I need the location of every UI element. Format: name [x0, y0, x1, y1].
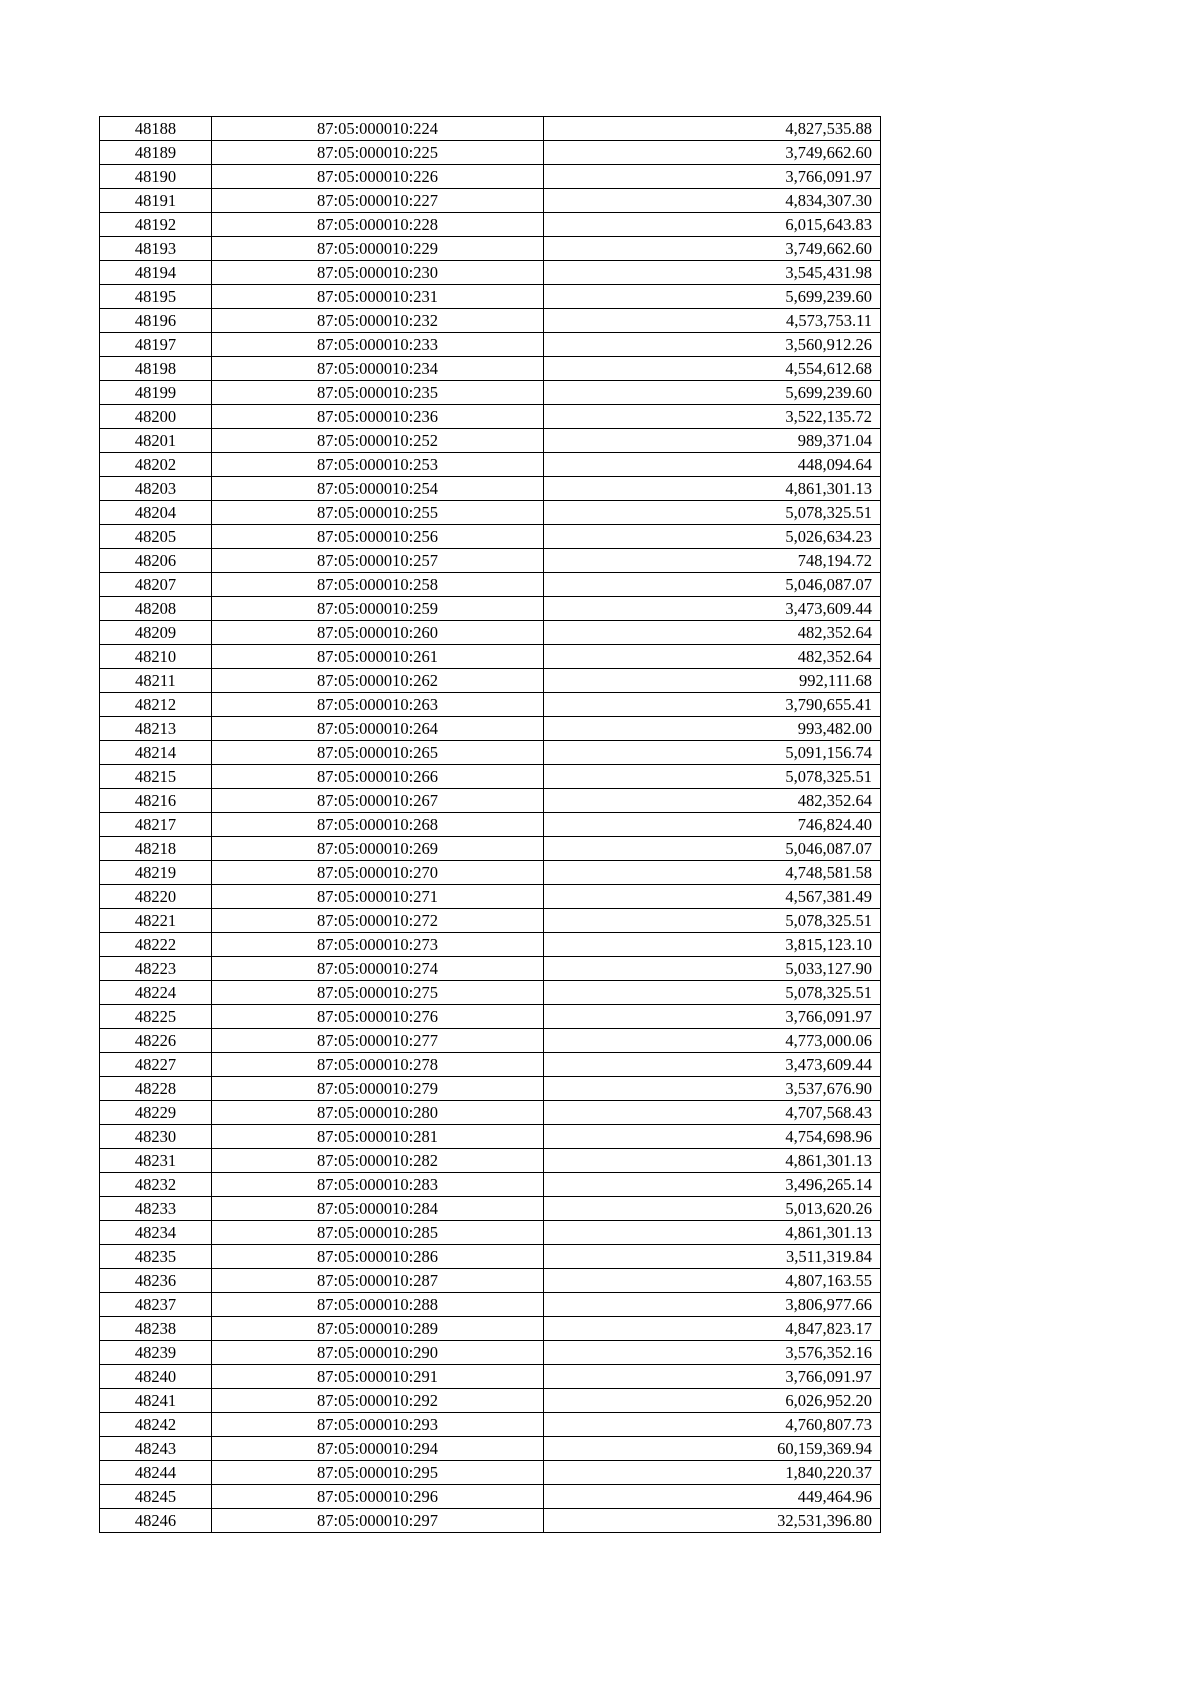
table-row: [100, 285, 881, 309]
value-cell: 482,352.64: [544, 645, 881, 669]
cadastral-number-cell: 87:05:000010:230: [212, 261, 544, 285]
cadastral-number-cell: 87:05:000010:225: [212, 141, 544, 165]
table-row: [100, 645, 881, 669]
row-number-cell: 48204: [100, 501, 212, 525]
value-cell: 3,473,609.44: [544, 1053, 881, 1077]
table-row: [100, 597, 881, 621]
table-body: [100, 117, 881, 1533]
row-number-cell: 48240: [100, 1365, 212, 1389]
value-cell: 6,026,952.20: [544, 1389, 881, 1413]
value-cell: 4,773,000.06: [544, 1029, 881, 1053]
value-cell: 5,078,325.51: [544, 981, 881, 1005]
value-cell: 3,473,609.44: [544, 597, 881, 621]
value-cell: 3,511,319.84: [544, 1245, 881, 1269]
value-cell: 748,194.72: [544, 549, 881, 573]
table-row: [100, 357, 881, 381]
cadastral-number-cell: 87:05:000010:288: [212, 1293, 544, 1317]
cadastral-number-cell: 87:05:000010:297: [212, 1509, 544, 1533]
value-cell: 482,352.64: [544, 789, 881, 813]
cadastral-number-cell: 87:05:000010:273: [212, 933, 544, 957]
table-row: [100, 141, 881, 165]
row-number-cell: 48190: [100, 165, 212, 189]
value-cell: 5,013,620.26: [544, 1197, 881, 1221]
row-number-cell: 48226: [100, 1029, 212, 1053]
table-row: [100, 117, 881, 141]
row-number-cell: 48233: [100, 1197, 212, 1221]
value-cell: 3,545,431.98: [544, 261, 881, 285]
table-row: [100, 957, 881, 981]
row-number-cell: 48192: [100, 213, 212, 237]
value-cell: 746,824.40: [544, 813, 881, 837]
data-table: [99, 116, 881, 1533]
cadastral-number-cell: 87:05:000010:261: [212, 645, 544, 669]
row-number-cell: 48221: [100, 909, 212, 933]
cadastral-number-cell: 87:05:000010:264: [212, 717, 544, 741]
row-number-cell: 48207: [100, 573, 212, 597]
cadastral-number-cell: 87:05:000010:260: [212, 621, 544, 645]
value-cell: 5,699,239.60: [544, 381, 881, 405]
value-cell: 4,834,307.30: [544, 189, 881, 213]
cadastral-number-cell: 87:05:000010:281: [212, 1125, 544, 1149]
row-number-cell: 48199: [100, 381, 212, 405]
row-number-cell: 48196: [100, 309, 212, 333]
row-number-cell: 48227: [100, 1053, 212, 1077]
cadastral-number-cell: 87:05:000010:286: [212, 1245, 544, 1269]
cadastral-number-cell: 87:05:000010:229: [212, 237, 544, 261]
row-number-cell: 48229: [100, 1101, 212, 1125]
cadastral-number-cell: 87:05:000010:252: [212, 429, 544, 453]
value-cell: 5,026,634.23: [544, 525, 881, 549]
value-cell: 5,078,325.51: [544, 501, 881, 525]
value-cell: 3,537,676.90: [544, 1077, 881, 1101]
row-number-cell: 48218: [100, 837, 212, 861]
value-cell: 3,766,091.97: [544, 1365, 881, 1389]
value-cell: 4,861,301.13: [544, 477, 881, 501]
value-cell: 5,091,156.74: [544, 741, 881, 765]
row-number-cell: 48210: [100, 645, 212, 669]
value-cell: 3,576,352.16: [544, 1341, 881, 1365]
row-number-cell: 48200: [100, 405, 212, 429]
value-cell: 993,482.00: [544, 717, 881, 741]
cadastral-number-cell: 87:05:000010:267: [212, 789, 544, 813]
table-row: [100, 1029, 881, 1053]
row-number-cell: 48244: [100, 1461, 212, 1485]
cadastral-number-cell: 87:05:000010:272: [212, 909, 544, 933]
value-cell: 4,861,301.13: [544, 1221, 881, 1245]
cadastral-number-cell: 87:05:000010:224: [212, 117, 544, 141]
value-cell: 4,760,807.73: [544, 1413, 881, 1437]
value-cell: 449,464.96: [544, 1485, 881, 1509]
cadastral-number-cell: 87:05:000010:227: [212, 189, 544, 213]
cadastral-number-cell: 87:05:000010:292: [212, 1389, 544, 1413]
row-number-cell: 48214: [100, 741, 212, 765]
cadastral-number-cell: 87:05:000010:274: [212, 957, 544, 981]
table-row: [100, 573, 881, 597]
table-row: [100, 189, 881, 213]
table-row: [100, 1269, 881, 1293]
table-row: [100, 1101, 881, 1125]
value-cell: 4,861,301.13: [544, 1149, 881, 1173]
cadastral-number-cell: 87:05:000010:231: [212, 285, 544, 309]
row-number-cell: 48232: [100, 1173, 212, 1197]
table-row: [100, 837, 881, 861]
row-number-cell: 48198: [100, 357, 212, 381]
row-number-cell: 48189: [100, 141, 212, 165]
value-cell: 4,754,698.96: [544, 1125, 881, 1149]
value-cell: 5,699,239.60: [544, 285, 881, 309]
row-number-cell: 48212: [100, 693, 212, 717]
cadastral-number-cell: 87:05:000010:254: [212, 477, 544, 501]
cadastral-number-cell: 87:05:000010:262: [212, 669, 544, 693]
cadastral-number-cell: 87:05:000010:271: [212, 885, 544, 909]
table-row: [100, 261, 881, 285]
table-row: [100, 1365, 881, 1389]
table-row: [100, 429, 881, 453]
table-row: [100, 813, 881, 837]
value-cell: 5,078,325.51: [544, 909, 881, 933]
row-number-cell: 48230: [100, 1125, 212, 1149]
row-number-cell: 48216: [100, 789, 212, 813]
table-row: [100, 213, 881, 237]
table-row: [100, 1485, 881, 1509]
row-number-cell: 48242: [100, 1413, 212, 1437]
table-row: [100, 1317, 881, 1341]
table-row: [100, 1245, 881, 1269]
table-row: [100, 381, 881, 405]
row-number-cell: 48217: [100, 813, 212, 837]
cadastral-number-cell: 87:05:000010:294: [212, 1437, 544, 1461]
cadastral-number-cell: 87:05:000010:265: [212, 741, 544, 765]
value-cell: 6,015,643.83: [544, 213, 881, 237]
row-number-cell: 48206: [100, 549, 212, 573]
table-row: [100, 669, 881, 693]
table-row: [100, 1173, 881, 1197]
row-number-cell: 48235: [100, 1245, 212, 1269]
value-cell: 3,749,662.60: [544, 237, 881, 261]
table-row: [100, 789, 881, 813]
value-cell: 992,111.68: [544, 669, 881, 693]
value-cell: 482,352.64: [544, 621, 881, 645]
value-cell: 3,496,265.14: [544, 1173, 881, 1197]
value-cell: 989,371.04: [544, 429, 881, 453]
cadastral-number-cell: 87:05:000010:279: [212, 1077, 544, 1101]
table-row: [100, 1293, 881, 1317]
row-number-cell: 48201: [100, 429, 212, 453]
cadastral-number-cell: 87:05:000010:268: [212, 813, 544, 837]
cadastral-number-cell: 87:05:000010:232: [212, 309, 544, 333]
cadastral-number-cell: 87:05:000010:293: [212, 1413, 544, 1437]
row-number-cell: 48202: [100, 453, 212, 477]
cadastral-number-cell: 87:05:000010:255: [212, 501, 544, 525]
row-number-cell: 48194: [100, 261, 212, 285]
row-number-cell: 48209: [100, 621, 212, 645]
cadastral-number-cell: 87:05:000010:276: [212, 1005, 544, 1029]
table-row: [100, 1389, 881, 1413]
row-number-cell: 48219: [100, 861, 212, 885]
table-row: [100, 549, 881, 573]
cadastral-number-cell: 87:05:000010:258: [212, 573, 544, 597]
table-row: [100, 1341, 881, 1365]
value-cell: 3,522,135.72: [544, 405, 881, 429]
cadastral-number-cell: 87:05:000010:295: [212, 1461, 544, 1485]
table-row: [100, 501, 881, 525]
value-cell: 3,749,662.60: [544, 141, 881, 165]
cadastral-number-cell: 87:05:000010:235: [212, 381, 544, 405]
table-row: [100, 717, 881, 741]
table-row: [100, 333, 881, 357]
value-cell: 5,046,087.07: [544, 573, 881, 597]
table-row: [100, 621, 881, 645]
row-number-cell: 48228: [100, 1077, 212, 1101]
table-row: [100, 1005, 881, 1029]
cadastral-number-cell: 87:05:000010:291: [212, 1365, 544, 1389]
table-row: [100, 309, 881, 333]
cadastral-number-cell: 87:05:000010:287: [212, 1269, 544, 1293]
value-cell: 5,046,087.07: [544, 837, 881, 861]
table-row: [100, 1197, 881, 1221]
row-number-cell: 48243: [100, 1437, 212, 1461]
row-number-cell: 48224: [100, 981, 212, 1005]
table-row: [100, 909, 881, 933]
cadastral-number-cell: 87:05:000010:277: [212, 1029, 544, 1053]
table-row: [100, 1053, 881, 1077]
cadastral-number-cell: 87:05:000010:275: [212, 981, 544, 1005]
cadastral-number-cell: 87:05:000010:270: [212, 861, 544, 885]
value-cell: 3,766,091.97: [544, 165, 881, 189]
cadastral-number-cell: 87:05:000010:284: [212, 1197, 544, 1221]
value-cell: 4,573,753.11: [544, 309, 881, 333]
table-row: [100, 525, 881, 549]
value-cell: 3,766,091.97: [544, 1005, 881, 1029]
row-number-cell: 48239: [100, 1341, 212, 1365]
cadastral-number-cell: 87:05:000010:259: [212, 597, 544, 621]
value-cell: 3,560,912.26: [544, 333, 881, 357]
row-number-cell: 48241: [100, 1389, 212, 1413]
table-row: [100, 1221, 881, 1245]
value-cell: 5,033,127.90: [544, 957, 881, 981]
row-number-cell: 48197: [100, 333, 212, 357]
value-cell: 3,815,123.10: [544, 933, 881, 957]
table-row: [100, 1413, 881, 1437]
table-row: [100, 1077, 881, 1101]
cadastral-number-cell: 87:05:000010:290: [212, 1341, 544, 1365]
table-row: [100, 453, 881, 477]
cadastral-number-cell: 87:05:000010:263: [212, 693, 544, 717]
value-cell: 3,806,977.66: [544, 1293, 881, 1317]
value-cell: 4,567,381.49: [544, 885, 881, 909]
cadastral-number-cell: 87:05:000010:236: [212, 405, 544, 429]
cadastral-number-cell: 87:05:000010:285: [212, 1221, 544, 1245]
value-cell: 4,847,823.17: [544, 1317, 881, 1341]
row-number-cell: 48234: [100, 1221, 212, 1245]
table-row: [100, 981, 881, 1005]
row-number-cell: 48195: [100, 285, 212, 309]
cadastral-number-cell: 87:05:000010:278: [212, 1053, 544, 1077]
cadastral-number-cell: 87:05:000010:233: [212, 333, 544, 357]
row-number-cell: 48205: [100, 525, 212, 549]
cadastral-number-cell: 87:05:000010:283: [212, 1173, 544, 1197]
row-number-cell: 48193: [100, 237, 212, 261]
row-number-cell: 48213: [100, 717, 212, 741]
value-cell: 3,790,655.41: [544, 693, 881, 717]
table-row: [100, 1149, 881, 1173]
table-row: [100, 1125, 881, 1149]
row-number-cell: 48203: [100, 477, 212, 501]
row-number-cell: 48208: [100, 597, 212, 621]
value-cell: 1,840,220.37: [544, 1461, 881, 1485]
table-row: [100, 1509, 881, 1533]
value-cell: 4,748,581.58: [544, 861, 881, 885]
cadastral-number-cell: 87:05:000010:269: [212, 837, 544, 861]
row-number-cell: 48215: [100, 765, 212, 789]
cadastral-number-cell: 87:05:000010:228: [212, 213, 544, 237]
cadastral-number-cell: 87:05:000010:257: [212, 549, 544, 573]
table-row: [100, 165, 881, 189]
table-row: [100, 1437, 881, 1461]
cadastral-number-cell: 87:05:000010:234: [212, 357, 544, 381]
table-row: [100, 933, 881, 957]
value-cell: 448,094.64: [544, 453, 881, 477]
value-cell: 4,554,612.68: [544, 357, 881, 381]
value-cell: 5,078,325.51: [544, 765, 881, 789]
table-row: [100, 861, 881, 885]
cadastral-number-cell: 87:05:000010:253: [212, 453, 544, 477]
table-row: [100, 741, 881, 765]
table-row: [100, 237, 881, 261]
row-number-cell: 48220: [100, 885, 212, 909]
row-number-cell: 48245: [100, 1485, 212, 1509]
row-number-cell: 48211: [100, 669, 212, 693]
row-number-cell: 48237: [100, 1293, 212, 1317]
row-number-cell: 48238: [100, 1317, 212, 1341]
row-number-cell: 48223: [100, 957, 212, 981]
value-cell: 4,707,568.43: [544, 1101, 881, 1125]
cadastral-number-cell: 87:05:000010:282: [212, 1149, 544, 1173]
table-row: [100, 693, 881, 717]
table-row: [100, 405, 881, 429]
value-cell: 32,531,396.80: [544, 1509, 881, 1533]
cadastral-number-cell: 87:05:000010:280: [212, 1101, 544, 1125]
value-cell: 60,159,369.94: [544, 1437, 881, 1461]
row-number-cell: 48191: [100, 189, 212, 213]
cadastral-number-cell: 87:05:000010:256: [212, 525, 544, 549]
value-cell: 4,807,163.55: [544, 1269, 881, 1293]
table-row: [100, 477, 881, 501]
row-number-cell: 48225: [100, 1005, 212, 1029]
row-number-cell: 48222: [100, 933, 212, 957]
table-row: [100, 765, 881, 789]
row-number-cell: 48246: [100, 1509, 212, 1533]
row-number-cell: 48236: [100, 1269, 212, 1293]
cadastral-number-cell: 87:05:000010:289: [212, 1317, 544, 1341]
cadastral-number-cell: 87:05:000010:266: [212, 765, 544, 789]
value-cell: 4,827,535.88: [544, 117, 881, 141]
cadastral-number-cell: 87:05:000010:296: [212, 1485, 544, 1509]
row-number-cell: 48231: [100, 1149, 212, 1173]
cadastral-number-cell: 87:05:000010:226: [212, 165, 544, 189]
table-row: [100, 1461, 881, 1485]
row-number-cell: 48188: [100, 117, 212, 141]
table-row: [100, 885, 881, 909]
